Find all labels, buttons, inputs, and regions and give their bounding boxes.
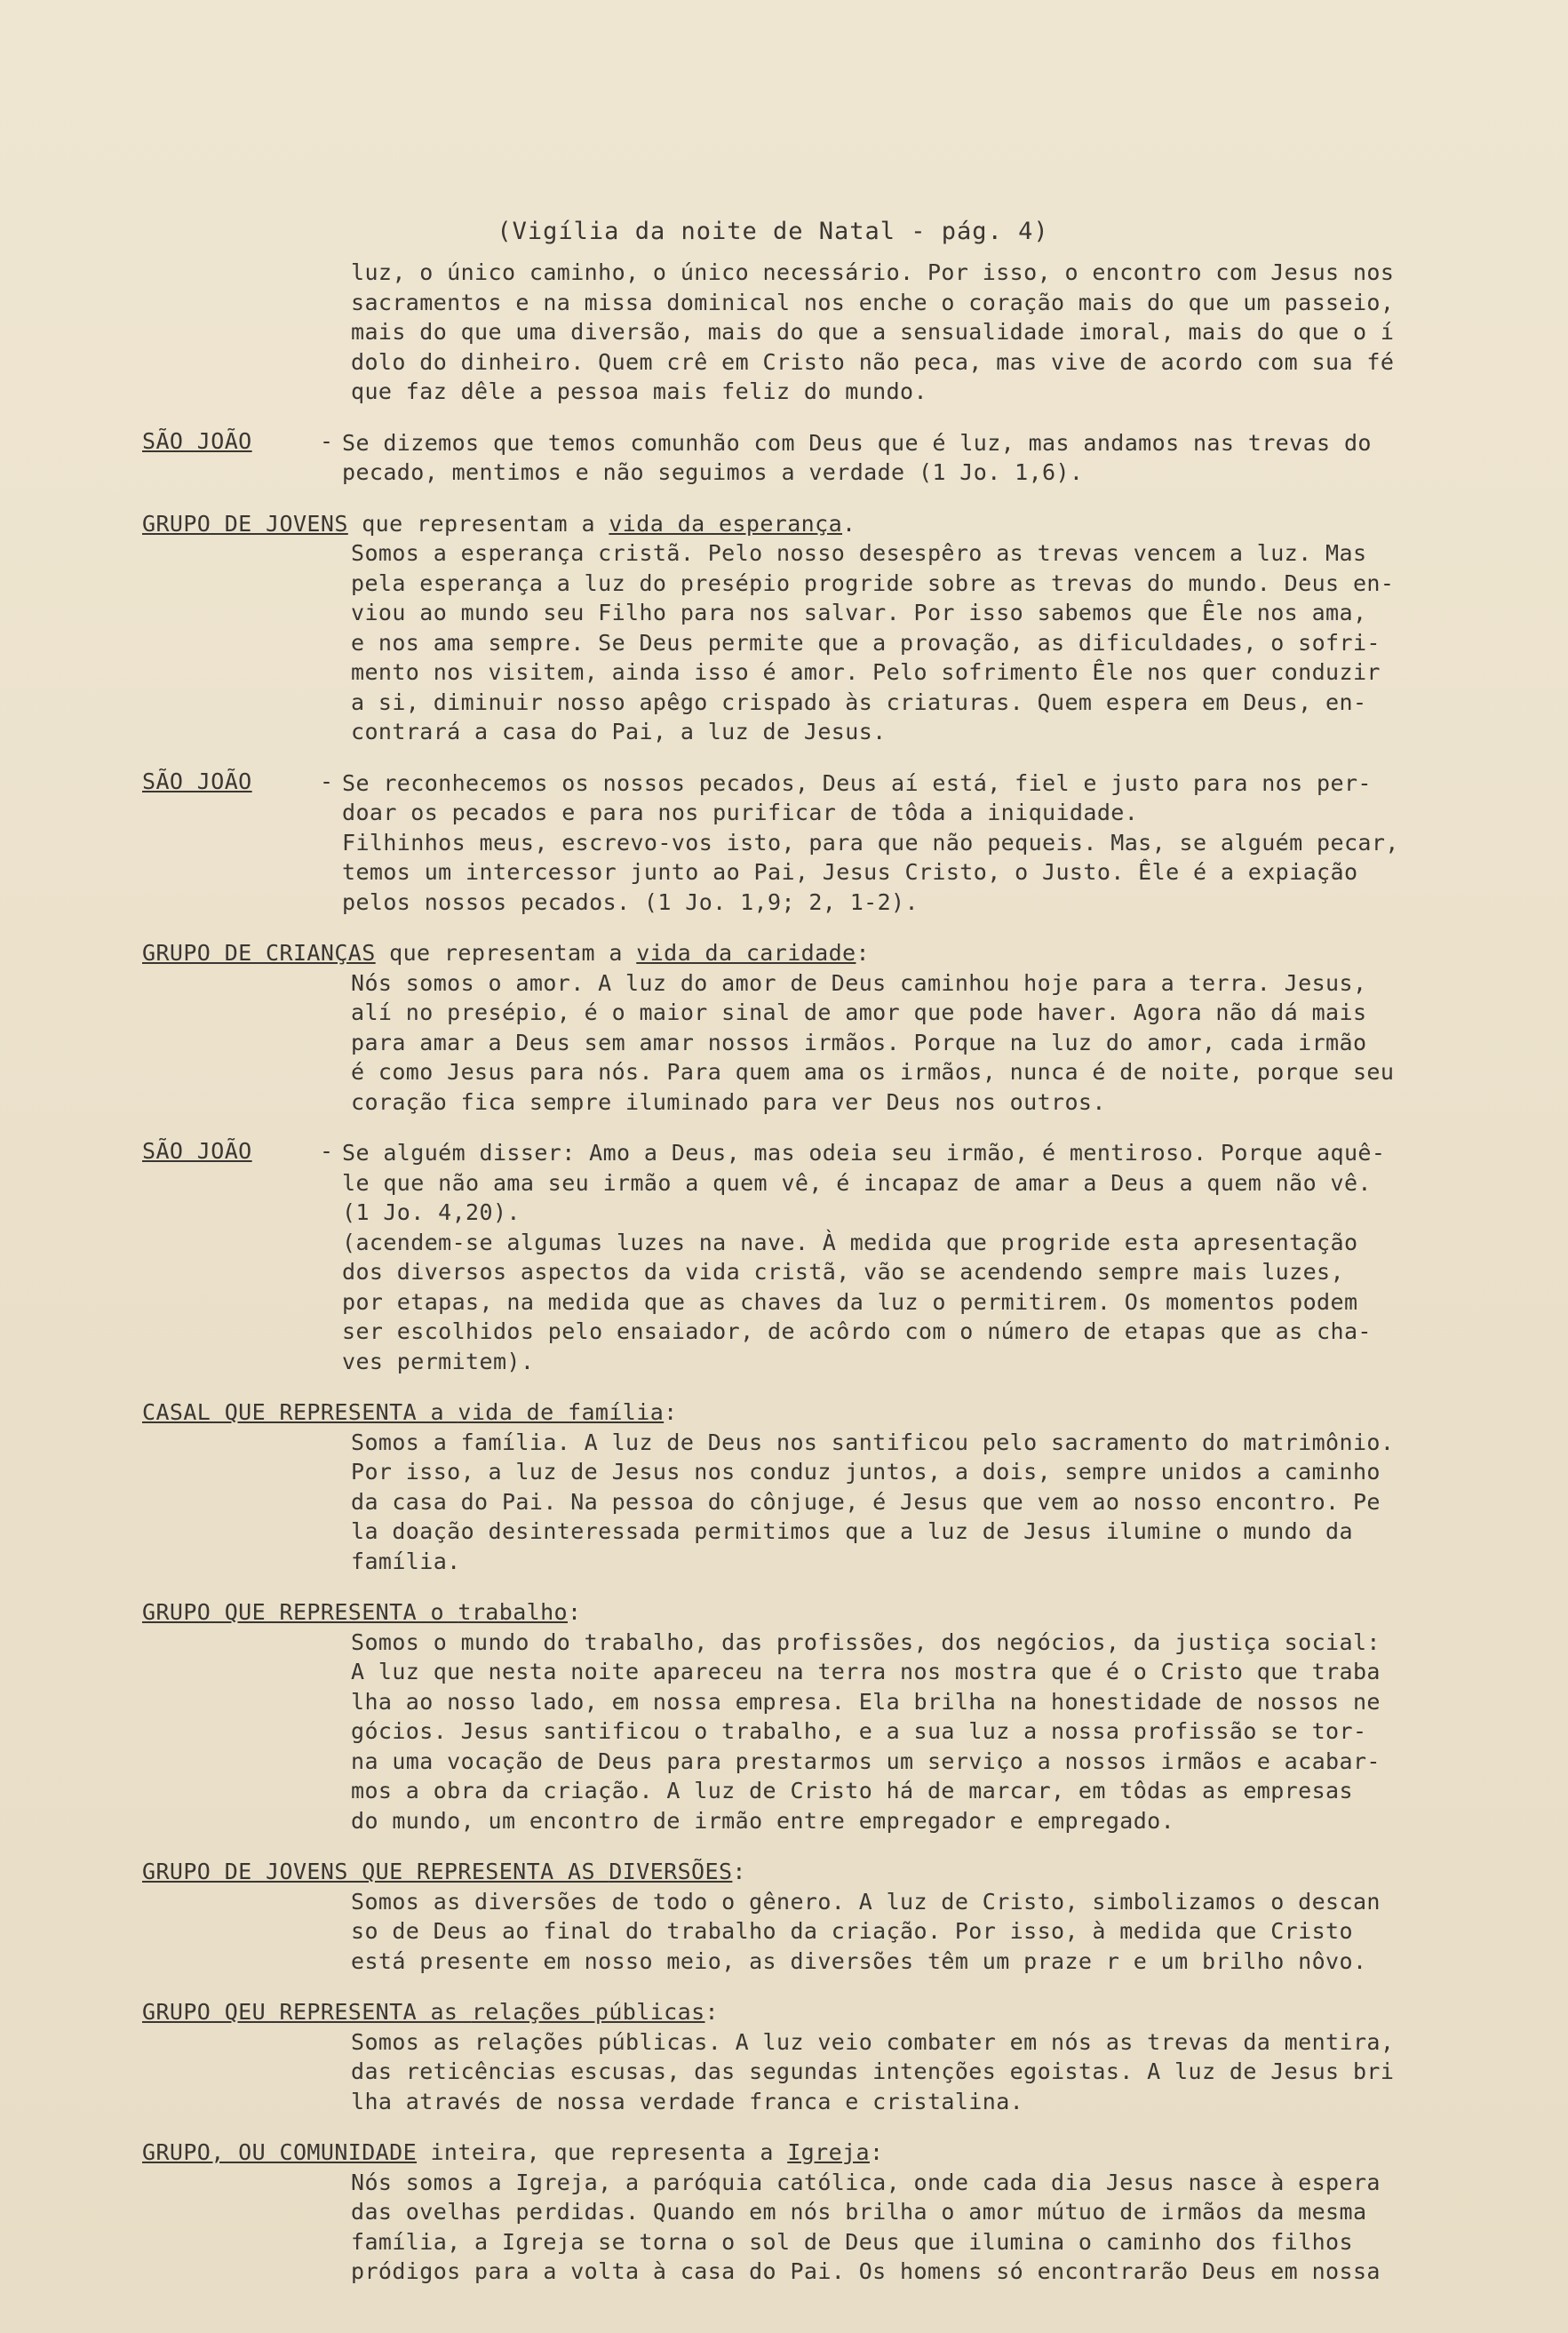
heading-end: :: [568, 1599, 582, 1625]
text-line: mos a obra da criação. A luz de Cristo há de marcar, em tôdas as empresas: [351, 1778, 1353, 1803]
text-line: Somos o mundo do trabalho, das profissões, dos negócios, da justiça social:: [351, 1628, 1381, 1655]
section-group: [142, 938, 1506, 1117]
text-line: le que não ama seu irmão a quem vê, é incapaz de amar a Deus a quem não vê.: [342, 1169, 1372, 1196]
heading-end: :: [856, 940, 870, 966]
text-line: Nós somos o amor. A luz do amor de Deus caminhou hoje para a terra. Jesus,: [351, 969, 1367, 996]
section-speaker: [142, 1138, 1506, 1376]
heading-label: GRUPO DE CRIANÇAS: [142, 940, 376, 966]
heading-mid: inteira, que representa a: [417, 2139, 788, 2165]
text-line: Por isso, a luz de Jesus nos conduz juntos, a dois, sempre unidos a caminho: [351, 1459, 1381, 1485]
heading-topic: vida da caridade: [636, 940, 856, 966]
section-gap: [142, 747, 1506, 768]
section-gap: [142, 917, 1506, 938]
speaker-text: [342, 768, 1506, 918]
text-line: pecado, mentimos e não seguimos a verdade (1 Jo. 1,6).: [342, 459, 1084, 485]
text-line: contrará a casa do Pai, a luz de Jesus.: [351, 719, 887, 744]
speaker-name: SÃO JOÃO: [142, 1138, 252, 1164]
heading-label: GRUPO QUE REPRESENTA o: [142, 1599, 458, 1625]
text-line: está presente em nosso meio, as diversões têm um praze r e um brilho nôvo.: [351, 1947, 1367, 1974]
section-gap: [142, 488, 1506, 509]
text-line: pródigos para a volta à casa do Pai. Os homens só encontrarão Deus em nossa: [351, 2258, 1381, 2284]
text-line: pela esperança a luz do presépio progride sobre as trevas do mundo. Deus en-: [351, 569, 1395, 596]
text-line: do mundo, um encontro de irmão entre empregador e empregado.: [351, 1807, 1175, 1834]
text-line: família.: [351, 1548, 461, 1574]
text-line: da casa do Pai. Na pessoa do cônjuge, é Jesus que vem ao nosso encontro. Pe: [351, 1488, 1381, 1515]
text-line: das reticências escusas, das segundas intenções egoistas. A luz de Jesus bri: [351, 2058, 1395, 2084]
speaker-name: SÃO JOÃO: [142, 427, 252, 454]
heading-label: GRUPO QEU REPRESENTA as: [142, 1999, 472, 2025]
group-text: [351, 1428, 1506, 1577]
heading-topic: Igreja: [787, 2139, 870, 2165]
speaker-row: [142, 428, 1506, 488]
speaker-row: [142, 1138, 1506, 1376]
text-line: família, a Igreja se torna o sol de Deus que ilumina o caminho dos filhos: [351, 2228, 1353, 2255]
text-line: temos um intercessor junto ao Pai, Jesus Cristo, o Justo. Êle é a expiação: [342, 859, 1358, 885]
text-line: gócios. Jesus santificou o trabalho, e a sua luz a nossa profissão se tor-: [351, 1718, 1367, 1744]
speaker-dash: -: [320, 1138, 334, 1164]
text-line: que faz dêle a pessoa mais feliz do mundo.: [351, 378, 927, 404]
text-line: das ovelhas perdidas. Quando em nós brilha o amor mútuo de irmãos da mesma: [351, 2199, 1367, 2225]
text-line: dolo do dinheiro. Quem crê em Cristo não peca, mas vive de acordo com sua fé: [351, 348, 1395, 375]
group-heading: [142, 1857, 1506, 1887]
text-line: Nós somos a Igreja, a paróquia católica, onde cada dia Jesus nasce à espera: [351, 2169, 1381, 2195]
page-content: [142, 258, 1506, 2287]
section-group: [142, 1997, 1506, 2116]
heading-topic: trabalho: [458, 1599, 569, 1625]
text-line: alí no presépio, é o maior sinal de amor que pode haver. Agora não dá mais: [351, 999, 1367, 1025]
heading-end: :: [869, 2139, 884, 2165]
section-gap: [142, 2116, 1506, 2138]
section-group: [142, 1857, 1506, 1976]
section-speaker: [142, 768, 1506, 918]
text-line: coração fica sempre iluminado para ver Deus nos outros.: [351, 1088, 1106, 1115]
section-gap: [142, 1835, 1506, 1857]
heading-end: :: [704, 1999, 719, 2025]
group-heading: [142, 938, 1506, 968]
section-gap: [142, 1976, 1506, 1997]
group-text: [351, 1628, 1506, 1836]
section-group: [142, 1397, 1506, 1576]
text-line: Se dizemos que temos comunhão com Deus que é luz, mas andamos nas trevas do: [342, 429, 1372, 456]
text-line: Somos as diversões de todo o gênero. A luz de Cristo, simbolizamos o descan: [351, 1888, 1381, 1915]
heading-topic: vida de família: [458, 1399, 665, 1425]
section-gap: [142, 1576, 1506, 1597]
section-gap: [142, 1376, 1506, 1397]
text-line: na uma vocação de Deus para prestarmos um serviço a nossos irmãos e acabar-: [351, 1748, 1381, 1774]
text-line: (acendem-se algumas luzes na nave. À medida que progride esta apresentação: [342, 1229, 1358, 1255]
group-heading: [142, 1997, 1506, 2027]
heading-label: CASAL QUE REPRESENTA a: [142, 1399, 458, 1425]
heading-label: GRUPO, OU COMUNIDADE: [142, 2139, 418, 2165]
speaker-text: [342, 428, 1506, 488]
group-text: [351, 968, 1506, 1118]
text-line: luz, o único caminho, o único necessário. Por isso, o encontro com Jesus nos: [351, 259, 1395, 285]
text-line: Se alguém disser: Amo a Deus, mas odeia seu irmão, é mentiroso. Porque aquê-: [342, 1140, 1386, 1166]
speaker-dash: -: [320, 768, 334, 794]
text-line: A luz que nesta noite apareceu na terra nos mostra que é o Cristo que traba: [351, 1659, 1381, 1684]
heading-end: :: [664, 1399, 678, 1425]
section-gap: [142, 1117, 1506, 1138]
group-heading: [142, 509, 1506, 539]
speaker-row: [142, 768, 1506, 918]
heading-topic: DIVERSÕES: [609, 1859, 733, 1884]
text-line: lha através de nossa verdade franca e cristalina.: [351, 2088, 1024, 2114]
text-line: so de Deus ao final do trabalho da criação. Por isso, à medida que Cristo: [351, 1918, 1353, 1944]
heading-end: :: [732, 1859, 746, 1884]
text-line: lha ao nosso lado, em nossa empresa. Ela brilha na honestidade de nossos ne: [351, 1688, 1381, 1715]
group-heading: [142, 1397, 1506, 1428]
group-text: [351, 1887, 1506, 1977]
text-line: ves permitem).: [342, 1348, 535, 1374]
heading-topic: relações públicas: [471, 1999, 705, 2025]
text-line: mais do que uma diversão, mais do que a sensualidade imoral, mais do que o í: [351, 319, 1395, 345]
text-line: Somos a família. A luz de Deus nos santificou pelo sacramento do matrimônio.: [351, 1429, 1395, 1455]
text-line: dos diversos aspectos da vida cristã, vão se acendendo sempre mais luzes,: [342, 1259, 1344, 1285]
text-line: para amar a Deus sem amar nossos irmãos. Porque na luz do amor, cada irmão: [351, 1029, 1367, 1055]
group-text: [351, 2168, 1506, 2287]
text-line: doar os pecados e para nos purificar de tôda a iniquidade.: [342, 800, 1139, 825]
heading-mid: que representam a: [375, 940, 637, 966]
text-line: pelos nossos pecados. (1 Jo. 1,9; 2, 1-2).: [342, 888, 919, 915]
group-text: [351, 2027, 1506, 2117]
heading-end: .: [842, 510, 856, 537]
section-continuation: [142, 258, 1506, 407]
text-line: ser escolhidos pelo ensaiador, de acôrdo com o número de etapas que as cha-: [342, 1318, 1372, 1344]
speaker-name: SÃO JOÃO: [142, 768, 252, 794]
heading-label: GRUPO DE JOVENS QUE REPRESENTA AS: [142, 1859, 609, 1884]
section-gap: [142, 407, 1506, 428]
speaker-text: [342, 1138, 1506, 1376]
heading-mid: que representam a: [347, 510, 609, 537]
section-speaker: [142, 428, 1506, 488]
group-text: [351, 538, 1506, 747]
section-group: [142, 509, 1506, 747]
section-group: [142, 2138, 1506, 2287]
text-line: é como Jesus para nós. Para quem ama os irmãos, nunca é de noite, porque seu: [351, 1059, 1395, 1085]
text-line: e nos ama sempre. Se Deus permite que a provação, as dificuldades, o sofri-: [351, 629, 1381, 656]
text-line: (1 Jo. 4,20).: [342, 1199, 521, 1225]
text-line: viou ao mundo seu Filho para nos salvar. Por isso sabemos que Êle nos ama,: [351, 600, 1367, 625]
heading-label: GRUPO DE JOVENS: [142, 510, 348, 537]
speaker-dash: -: [320, 427, 334, 454]
paragraph: [351, 258, 1506, 407]
text-line: mento nos visitem, ainda isso é amor. Pelo sofrimento Êle nos quer conduzir: [351, 659, 1381, 685]
text-line: Filhinhos meus, escrevo-vos isto, para que não pequeis. Mas, se alguém pecar,: [342, 829, 1399, 856]
text-line: por etapas, na medida que as chaves da luz o permitirem. Os momentos podem: [342, 1288, 1358, 1315]
text-line: a si, diminuir nosso apêgo crispado às criaturas. Quem espera em Deus, en-: [351, 689, 1367, 715]
text-line: la doação desinteressada permitimos que a luz de Jesus ilumine o mundo da: [351, 1518, 1353, 1544]
text-line: Somos a esperança cristã. Pelo nosso desespêro as trevas vencem a luz. Mas: [351, 540, 1367, 566]
heading-topic: vida da esperança: [609, 510, 843, 537]
group-heading: [142, 1597, 1506, 1628]
text-line: sacramentos e na missa dominical nos enche o coração mais do que um passeio,: [351, 289, 1395, 315]
section-group: [142, 1597, 1506, 1835]
group-heading: [142, 2138, 1506, 2168]
text-line: Se reconhecemos os nossos pecados, Deus aí está, fiel e justo para nos per-: [342, 769, 1372, 796]
page-header: (Vigília da noite de Natal - pág. 4): [497, 218, 1049, 245]
text-line: Somos as relações públicas. A luz veio combater em nós as trevas da mentira,: [351, 2028, 1395, 2055]
